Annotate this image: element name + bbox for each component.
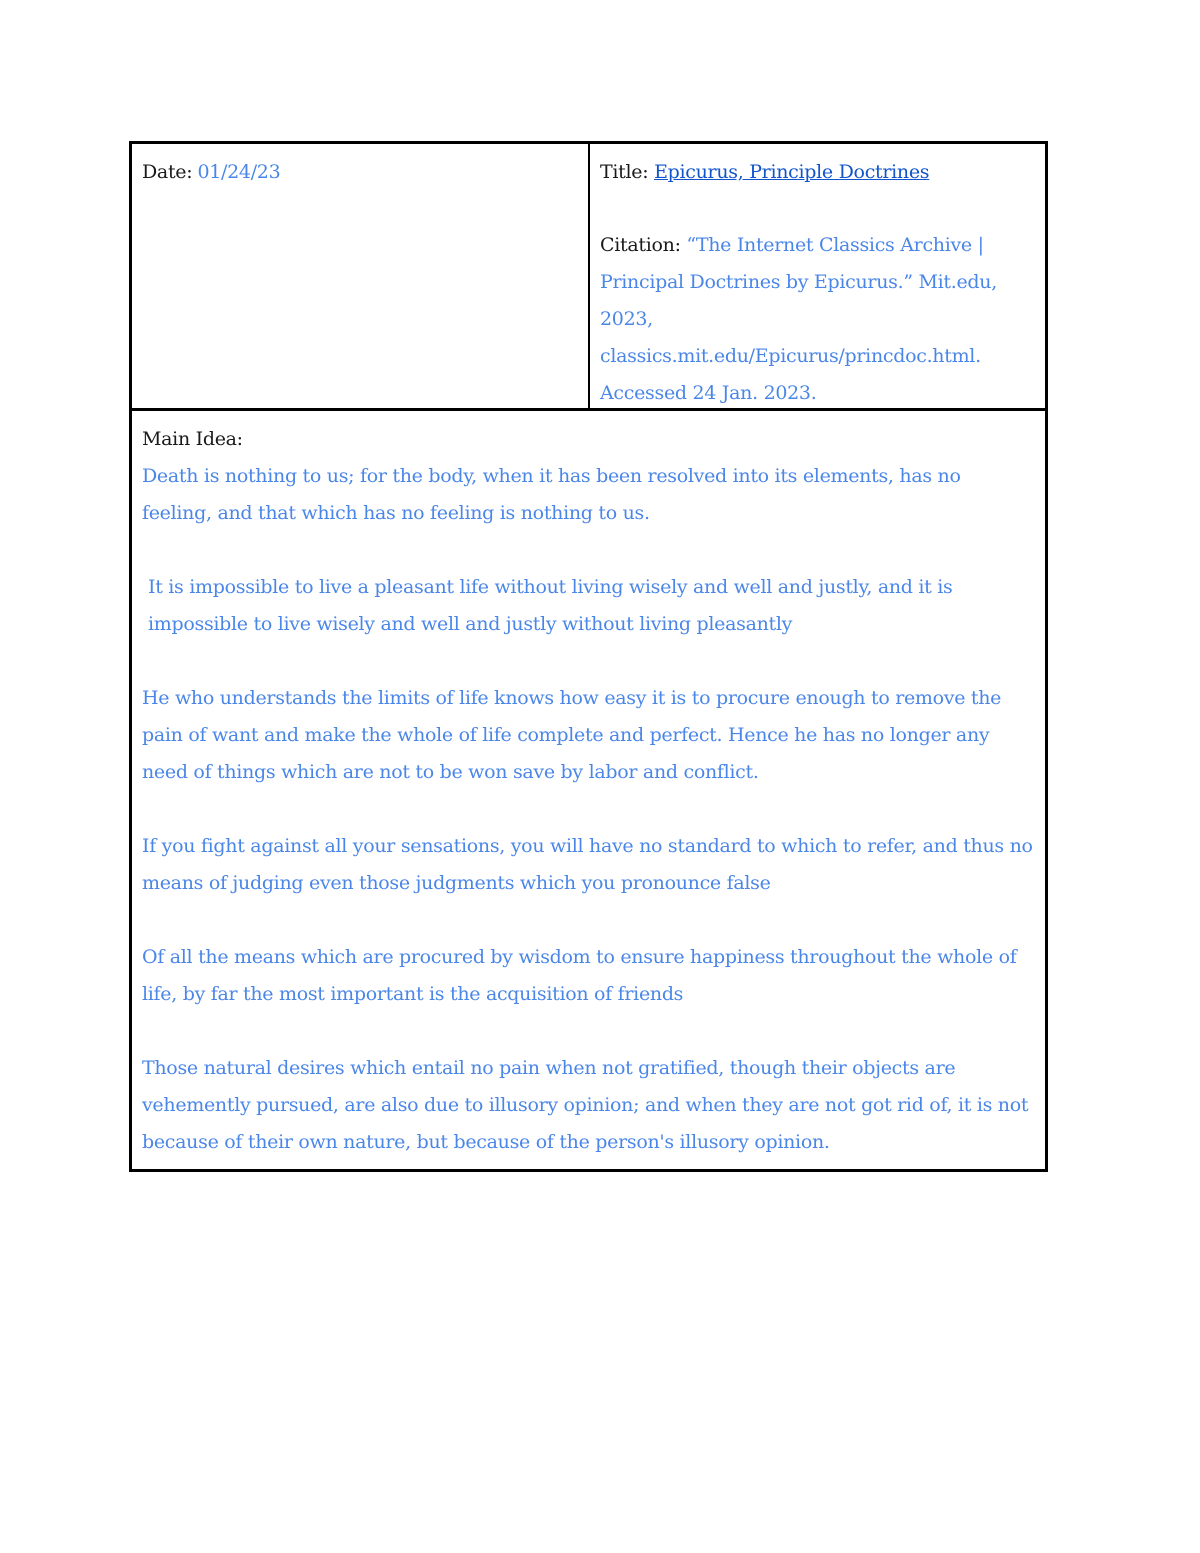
date-cell xyxy=(132,144,590,408)
citation-line-4: classics.mit.edu/Epicurus/princdoc.html. xyxy=(600,345,981,367)
main-idea-paragraph: He who understands the limits of life knows how easy it is to procure enough to remove the pain of want and make the whole of life complete and perfect. Hence he has no longer any need of things which are not to be won save by labor and conflict. xyxy=(142,687,1002,783)
citation-block xyxy=(600,227,1035,412)
title-line xyxy=(600,154,1035,191)
main-idea-row xyxy=(132,411,1045,1169)
citation-label: Citation: xyxy=(600,234,681,256)
date-label: Date: xyxy=(142,161,193,183)
title-cell xyxy=(590,144,1045,408)
main-idea-paragraph: If you fight against all your sensations, you will have no standard to which to refer, and thus no means of judging even those judgments which you pronounce false xyxy=(142,835,1033,894)
date-value: 01/24/23 xyxy=(197,161,281,183)
notes-table xyxy=(129,141,1048,1172)
main-idea-paragraph: Of all the means which are procured by wisdom to ensure happiness throughout the whole of life, by far the most important is the acquisition of friends xyxy=(142,946,1017,1005)
main-idea-label: Main Idea: xyxy=(142,428,243,450)
title-label: Title: xyxy=(600,161,649,183)
citation-line-5: Accessed 24 Jan. 2023. xyxy=(600,382,817,404)
citation-line-3: 2023, xyxy=(600,308,653,330)
main-idea-paragraph: It is impossible to live a pleasant life without living wisely and well and justly, and it is impossible to live wisely and well and justly without living pleasantly xyxy=(148,576,953,635)
header-row xyxy=(132,144,1045,411)
citation-line-2: Principal Doctrines by Epicurus.” Mit.edu, xyxy=(600,271,997,293)
main-idea-paragraph: Death is nothing to us; for the body, when it has been resolved into its elements, has no feeling, and that which has no feeling is nothing to us. xyxy=(142,465,961,524)
title-link[interactable]: Epicurus, Principle Doctrines xyxy=(654,161,930,183)
citation-line-1: “The Internet Classics Archive | xyxy=(686,234,984,256)
main-idea-paragraph: Those natural desires which entail no pain when not gratified, though their objects are vehemently pursued, are also due to illusory opinion; and when they are not got rid of, it is not because of their own nature, but because of the person's illusory opinion. xyxy=(142,1057,1029,1153)
